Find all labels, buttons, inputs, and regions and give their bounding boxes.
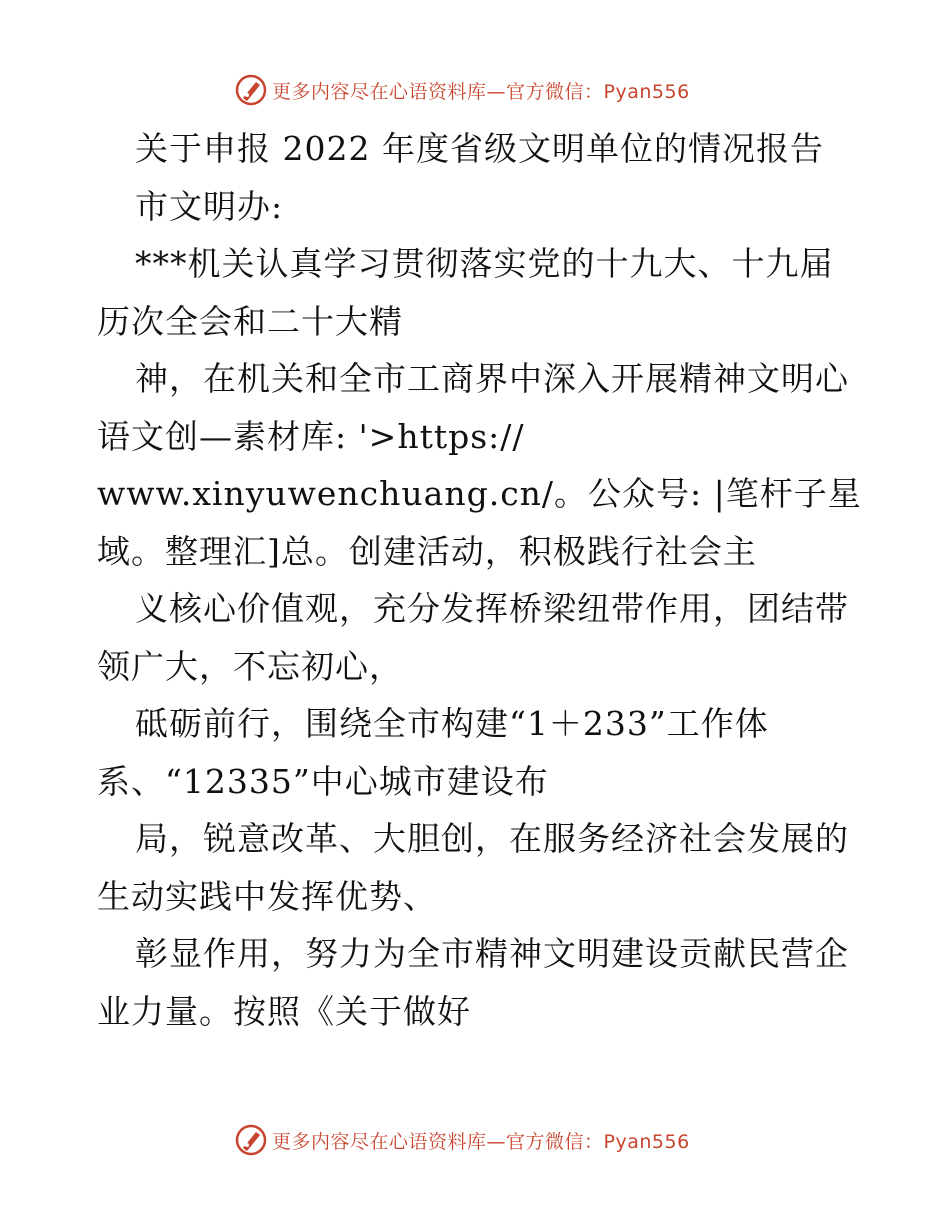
- pen-nib-circle-icon: [234, 73, 268, 107]
- document-line: 历次全会和二十大精: [97, 301, 403, 341]
- document-line: www.xinyuwenchuang.cn/。公众号: |笔杆子星: [97, 474, 862, 513]
- document-line: 生动实践中发挥优势、: [97, 876, 437, 916]
- document-line: ***机关认真学习贯彻落实党的十九大、十九届: [135, 244, 834, 283]
- pen-nib-circle-icon: [234, 1123, 268, 1157]
- document-line: 系、“12335”中心城市建设布: [97, 761, 549, 801]
- document-line: 义核心价值观，充分发挥桥梁纽带作用，团结带: [135, 589, 849, 628]
- document-line: 业力量。按照《关于做好: [97, 991, 471, 1031]
- document-line: 领广大，不忘初心，: [97, 646, 403, 686]
- document-line: 彰显作用，努力为全市精神文明建设贡献民营企: [135, 934, 849, 973]
- header-banner: [234, 70, 714, 110]
- footer-banner: [234, 1120, 714, 1160]
- document-recipient: 市文明办:: [135, 186, 284, 226]
- document-line: 域。整理汇]总。创建活动，积极践行社会主: [97, 531, 757, 571]
- document-line: 语文创—素材库: '>https://: [97, 416, 525, 456]
- document-body: [97, 120, 877, 1040]
- document-line: 局，锐意改革、大胆创，在服务经济社会发展的: [135, 819, 849, 858]
- document-line: 神，在机关和全市工商界中深入开展精神文明心: [135, 359, 849, 398]
- header-banner-text: 更多内容尽在心语资料库—官方微信：Pyan556: [272, 80, 690, 103]
- footer-banner-text: 更多内容尽在心语资料库—官方微信：Pyan556: [272, 1130, 690, 1153]
- document-line: 砥砺前行，围绕全市构建“1＋233”工作体: [135, 704, 769, 743]
- document-title: 关于申报 2022 年度省级文明单位的情况报告: [135, 129, 824, 168]
